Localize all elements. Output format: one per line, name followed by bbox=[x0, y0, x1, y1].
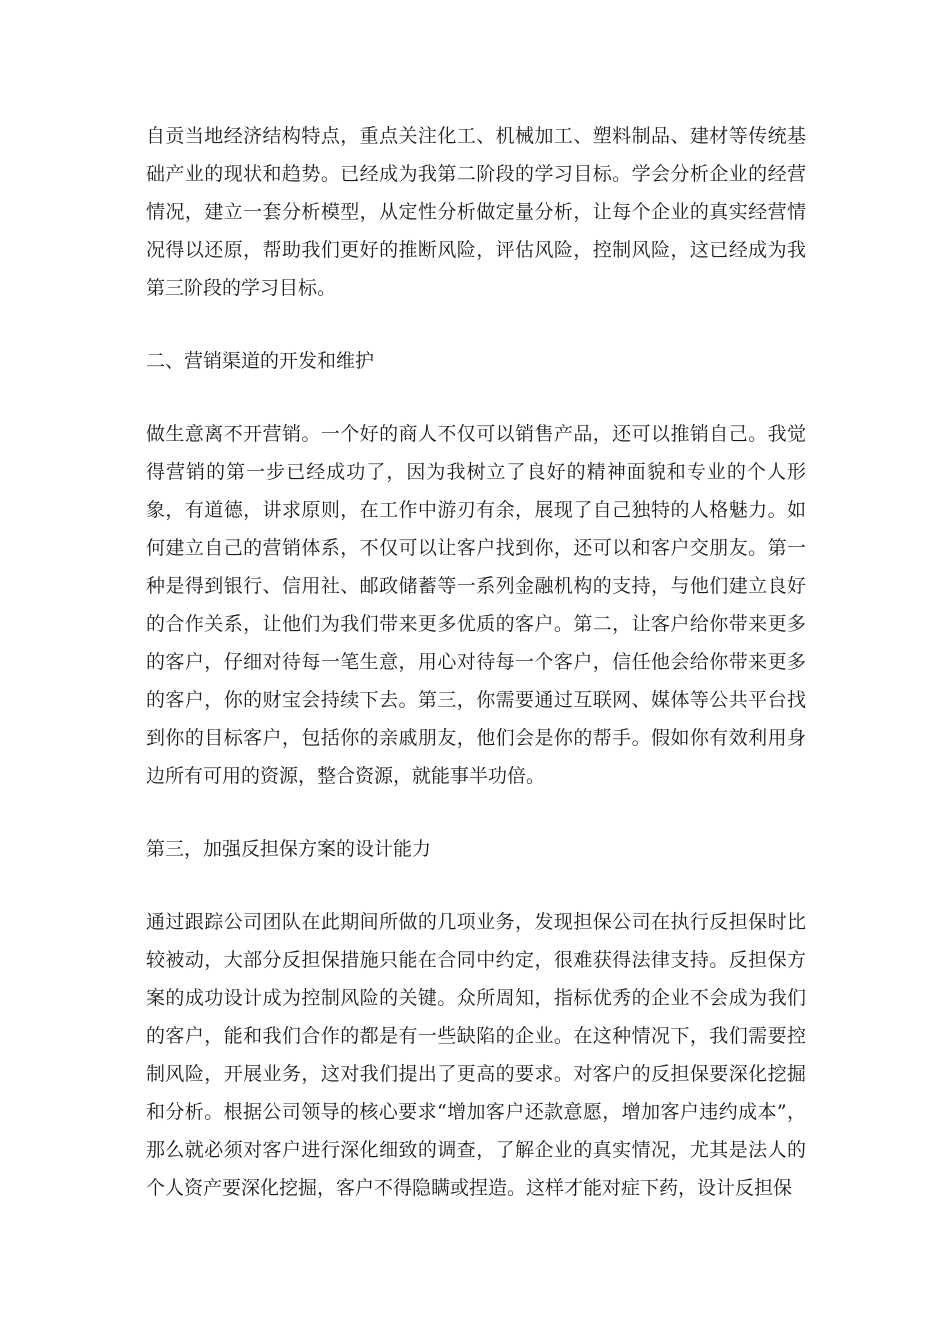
document-body bbox=[146, 117, 806, 1242]
paragraph-counter-guarantee: 通过跟踪公司团队在此期间所做的几项业务，发现担保公司在执行反担保时比较被动，大部分反担保措施只能在合同中约定，很难获得法律支持。反担保方案的成功设计成为控制风险的关键。众所周知，指标优秀的企业不会成为我们的客户，能和我们合作的都是有一些缺陷的企业。在这种情况下，我们需要控制风险，开展业务，这对我们提出了更高的要求。对客户的反担保要深化挖掘和分析。根据公司领导的核心要求“增加客户还款意愿，增加客户违约成本”，那么就必须对客户进行深化细致的调查，了解企业的真实情况，尤其是法人的个人资产要深化挖掘，客户不得隐瞒或捏造。这样才能对症下药，设计反担保 bbox=[146, 911, 806, 1199]
section-heading-counter-guarantee: 第三，加强反担保方案的设计能力 bbox=[146, 838, 432, 860]
paragraph-marketing: 做生意离不开营销。一个好的商人不仅可以销售产品，还可以推销自己。我觉得营销的第一步已经成功了，因为我树立了良好的精神面貌和专业的个人形象，有道德，讲求原则，在工作中游刃有余，展现了自己独特的人格魅力。如何建立自己的营销体系，不仅可以让客户找到你，还可以和客户交朋友。第一种是得到银行、信用社、邮政储蓄等一系列金融机构的支持，与他们建立良好的合作关系，让他们为我们带来更多优质的客户。第二，让客户给你带来更多的客户，仔细对待每一笔生意，用心对待每一个客户，信任他会给你带来更多的客户，你的财宝会持续下去。第三，你需要通过互联网、媒体等公共平台找到你的目标客户，包括你的亲戚朋友，他们会是你的帮手。假如你有效利用身边所有可用的资源，整合资源，就能事半功倍。 bbox=[146, 423, 806, 787]
paragraph-economic-structure: 自贡当地经济结构特点，重点关注化工、机械加工、塑料制品、建材等传统基础产业的现状和趋势。已经成为我第二阶段的学习目标。学会分析企业的经营情况，建立一套分析模型，从定性分析做定量分析，让每个企业的真实经营情况得以还原，帮助我们更好的推断风险，评估风险，控制风险，这已经成为我第三阶段的学习目标。 bbox=[146, 125, 806, 299]
section-heading-marketing: 二、营销渠道的开发和维护 bbox=[146, 350, 375, 372]
